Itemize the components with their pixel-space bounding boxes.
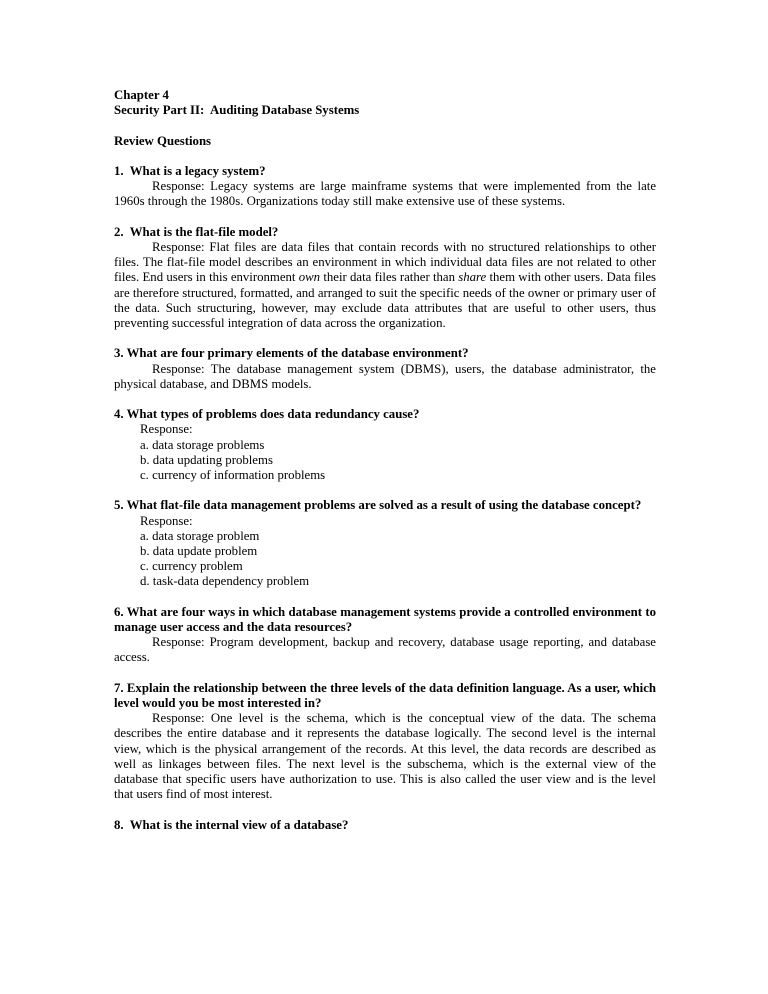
question-block-8 [114, 818, 656, 833]
question-block-3 [114, 346, 656, 392]
spacer [114, 666, 656, 681]
document-body [114, 88, 660, 833]
emphasized-text: own [298, 270, 321, 285]
list-item: b. data update problem [140, 544, 258, 558]
spacer [114, 331, 656, 346]
question-heading-5: 5. What flat-file data management problems are solved as a result of using the database concept? [114, 498, 642, 513]
list-item: d. task-data dependency problem [140, 574, 310, 589]
question-block-2 [114, 225, 656, 331]
list-item: a. data storage problem [140, 528, 260, 543]
spacer [114, 149, 656, 164]
chapter-label: Chapter 4 [114, 88, 169, 102]
question-heading-7: 7. Explain the relationship between the three levels of the data definition language. As a user, which level would you be most interested in? [114, 680, 660, 710]
question-heading-8: 8. What is the internal view of a database? [114, 817, 349, 832]
question-heading-6: 6. What are four ways in which database management systems provide a controlled environment to manage user access and the data resources? [114, 604, 660, 634]
body-text: them with other users. Data files are therefore structured, formatted, and arranged to suit the specific needs of the owner or primary user of the data. Such structuring, however, may exclude data attributes that are useful to other users, thus preventing successful integration of data across the organization. [114, 270, 656, 330]
question-response-list-4 [114, 422, 656, 483]
spacer [114, 118, 656, 133]
spacer [114, 802, 656, 817]
question-block-5 [114, 498, 656, 589]
spacer [114, 210, 656, 225]
spacer [114, 392, 656, 407]
list-item: a. data storage problems [140, 437, 265, 452]
emphasized-text: share [458, 270, 487, 285]
question-block-7 [114, 680, 660, 803]
question-heading-1: 1. What is a legacy system? [114, 163, 266, 178]
question-heading-4: 4. What types of problems does data redundancy cause? [114, 407, 420, 422]
section-heading-review-questions: Review Questions [114, 133, 212, 148]
question-heading-3: 3. What are four primary elements of the database environment? [114, 346, 469, 361]
response-label-5: Response: [140, 513, 193, 528]
list-item: b. data updating problems [140, 452, 273, 467]
list-item: c. currency of information problems [140, 468, 326, 482]
question-response-3: Response: The database management system (DBMS), users, the database administrator, the physical database, and DBMS models. [114, 361, 656, 391]
question-response-6: Response: Program development, backup and recovery, database usage reporting, and database access. [114, 635, 656, 665]
body-text: Response: Flat files are data files that contain records with no structured relationships to other files. The flat-file model describes an environment in which individual data files are not related to other files. End users in this environment [114, 239, 656, 285]
spacer [114, 483, 656, 498]
question-heading-2: 2. What is the flat-file model? [114, 224, 279, 239]
list-item: c. currency problem [140, 559, 243, 574]
document-header [114, 88, 656, 149]
body-text: their data files rather than [320, 270, 459, 285]
response-label-4: Response: [140, 422, 193, 437]
question-response-2 [114, 240, 656, 331]
spacer [114, 590, 656, 605]
document-title: Security Part II: Auditing Database Systems [114, 103, 360, 118]
question-block-1 [114, 164, 656, 210]
question-response-list-5 [114, 514, 656, 590]
question-block-6 [114, 604, 660, 666]
question-response-1: Response: Legacy systems are large mainframe systems that were implemented from the late 1960s through the 1980s. Organizations today still make extensive use of these systems. [114, 179, 656, 209]
question-response-7: Response: One level is the schema, which is the conceptual view of the data. The schema describes the entire database and it represents the database logically. The second level is the internal view, which is the physical arrangement of the records. At this level, the data records are described as well as linkages between files. The next level is the subschema, which is the external view of the database that specific users have authorization to use. This is also called the user view and is the level that users find of most interest. [114, 711, 656, 802]
question-block-4 [114, 407, 656, 483]
